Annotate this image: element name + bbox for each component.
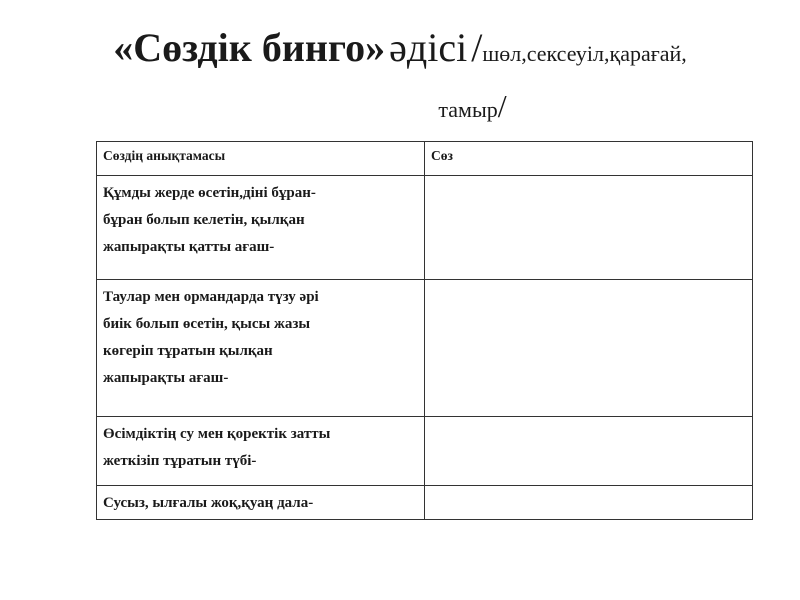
table-header-row xyxy=(97,142,753,176)
definition-line: көгеріп тұратын қылқан xyxy=(103,343,273,359)
answer-cell[interactable] xyxy=(425,176,753,280)
definition-line: жапырақты қатты ағаш- xyxy=(103,239,275,255)
definition-line: жеткізіп тұратын түбі- xyxy=(103,453,257,469)
title-main: «Сөздік бинго» xyxy=(113,25,386,70)
definition-line: бұран болып келетін, қылқан xyxy=(103,212,305,228)
answer-cell[interactable] xyxy=(425,280,753,417)
definition-cell xyxy=(97,417,425,486)
table-row xyxy=(97,486,753,520)
table-row xyxy=(97,176,753,280)
definition-line: биік болып өсетін, қысы жазы xyxy=(103,316,311,332)
table-row xyxy=(97,280,753,417)
title-word-list-end: тамыр xyxy=(438,97,498,122)
title-line-1 xyxy=(0,25,800,70)
title-word-list: шөл,сексеуіл,қарағай, xyxy=(482,41,687,66)
definition-cell xyxy=(97,486,425,520)
table-row xyxy=(97,417,753,486)
definition-cell xyxy=(97,176,425,280)
definition-line: Құмды жерде өсетін,діні бұран- xyxy=(103,185,316,201)
title-slash-open: / xyxy=(471,25,483,70)
title-method: әдісі xyxy=(389,25,468,70)
definition-line: жапырақты ағаш- xyxy=(103,370,229,386)
title-slash-close: / xyxy=(497,88,507,124)
definition-line: Өсімдіктің су мен қоректік затты xyxy=(103,426,331,442)
slide-title xyxy=(0,25,800,124)
bingo-table xyxy=(96,141,753,520)
header-definition: Сөздің анықтамасы xyxy=(97,142,425,176)
answer-cell[interactable] xyxy=(425,486,753,520)
definition-line: Таулар мен ормандарда түзу әрі xyxy=(103,289,319,305)
definition-line: Сусыз, ылғалы жоқ,қуаң дала- xyxy=(103,495,314,511)
answer-cell[interactable] xyxy=(425,417,753,486)
title-line-2 xyxy=(0,90,800,122)
definition-cell xyxy=(97,280,425,417)
header-word: Сөз xyxy=(425,142,753,176)
